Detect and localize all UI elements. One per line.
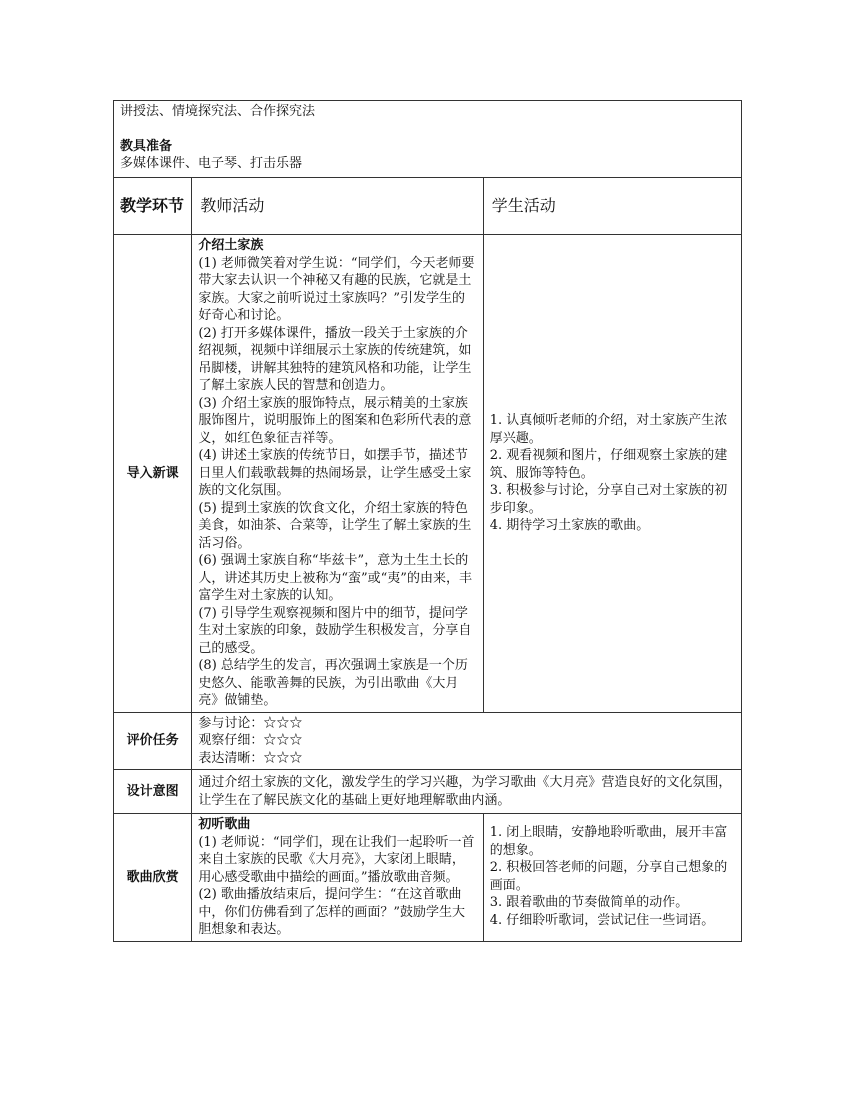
evaluation-item: 观察仔细：☆☆☆ [198,733,303,748]
song-student-item: 1. 闭上眼睛，安静地聆听歌曲，展开丰富的想象。 [489,825,728,858]
song-row [114,814,742,942]
song-teacher-item: (2) 歌曲播放结束后，提问学生：“在这首歌曲中，你们仿佛看到了怎样的画面？”鼓励学生大胆想象和表达。 [198,887,466,937]
design-stage: 设计意图 [114,770,192,814]
intro-student-item: 4. 期待学习土家族的歌曲。 [489,518,650,533]
lesson-plan-table [113,100,742,942]
song-stage: 歌曲欣赏 [114,814,192,942]
intro-teacher-item: (6) 强调土家族自称“毕兹卡”，意为土生土长的人，讲述其历史上被称为“蛮”或“夷”的由来，丰富学生对土家族的认知。 [198,553,472,603]
intro-teacher-item: (8) 总结学生的发言，再次强调土家族是一个历史悠久、能歌善舞的民族，为引出歌曲《大月亮》做铺垫。 [198,658,468,708]
intro-teacher-item: (2) 打开多媒体课件，播放一段关于土家族的介绍视频，视频中详细展示土家族的传统建筑，如吊脚楼，讲解其独特的建筑风格和功能，让学生了解土家族人民的智慧和创造力。 [198,325,472,393]
evaluation-item: 参与讨论：☆☆☆ [198,715,303,731]
song-student-cell [483,814,741,942]
intro-student-cell [483,235,741,713]
design-row [114,770,742,814]
intro-teacher-item: (1) 老师微笑着对学生说：“同学们，今天老师要带大家去认识一个神秘又有趣的民族，它就是土家族。大家之前听说过土家族吗？”引发学生的好奇心和讨论。 [198,255,475,323]
header-row [114,178,742,235]
intro-teacher-item: (7) 引导学生观察视频和图片中的细节，提问学生对土家族的印象，鼓励学生积极发言，分享自己的感受。 [198,605,472,656]
header-student: 学生活动 [483,178,741,235]
song-student-item: 2. 积极回答老师的问题，分享自己想象的画面。 [489,860,728,893]
intro-teacher-title: 介绍土家族 [198,238,264,253]
tools-title: 教具准备 [120,138,173,154]
song-student-item: 3. 跟着歌曲的节奏做简单的动作。 [489,895,689,910]
song-teacher-title: 初听歌曲 [198,817,251,832]
intro-teacher-item: (3) 介绍土家族的服饰特点，展示精美的土家族服饰图片，说明服饰上的图案和色彩所代表的意义，如红色象征吉祥等。 [198,395,472,446]
evaluation-stage: 评价任务 [114,712,192,770]
intro-teacher-item: (5) 提到土家族的饮食文化，介绍土家族的特色美食，如油茶、合菜等，让学生了解土家族的生活习俗。 [198,500,472,551]
intro-row [114,235,742,713]
intro-student-item: 1. 认真倾听老师的介绍，对土家族产生浓厚兴趣。 [489,413,728,446]
intro-teacher-item: (4) 讲述土家族的传统节日，如摆手节，描述节日里人们载歌载舞的热闹场景，让学生感受土家族的文化氛围。 [198,448,472,498]
design-cell: 通过介绍土家族的文化，激发学生的学习兴趣，为学习歌曲《大月亮》营造良好的文化氛围，让学生在了解民族文化的基础上更好地理解歌曲内涵。 [192,770,742,814]
evaluation-row [114,712,742,770]
tools-text: 多媒体课件、电子琴、打击乐器 [120,156,303,171]
intro-stage: 导入新课 [114,235,192,713]
intro-teacher-cell [192,235,483,713]
song-student-item: 4. 仔细聆听歌词，尝试记住一些词语。 [489,912,715,928]
evaluation-cell [192,712,742,770]
evaluation-item: 表达清晰：☆☆☆ [198,750,303,766]
intro-student-item: 3. 积极参与讨论，分享自己对土家族的初步印象。 [489,483,728,516]
header-teacher: 教师活动 [192,178,483,235]
song-teacher-cell [192,814,483,942]
intro-student-item: 2. 观看视频和图片，仔细观察土家族的建筑、服饰等特色。 [489,448,728,481]
song-teacher-item: (1) 老师说：“同学们，现在让我们一起聆听一首来自土家族的民歌《大月亮》，大家闭上眼睛，用心感受歌曲中描绘的画面。”播放歌曲音频。 [198,834,475,885]
methods-tools-row [114,101,742,178]
header-stage: 教学环节 [114,178,192,235]
teaching-methods-text: 讲授法、情境探究法、合作探究法 [120,104,316,119]
